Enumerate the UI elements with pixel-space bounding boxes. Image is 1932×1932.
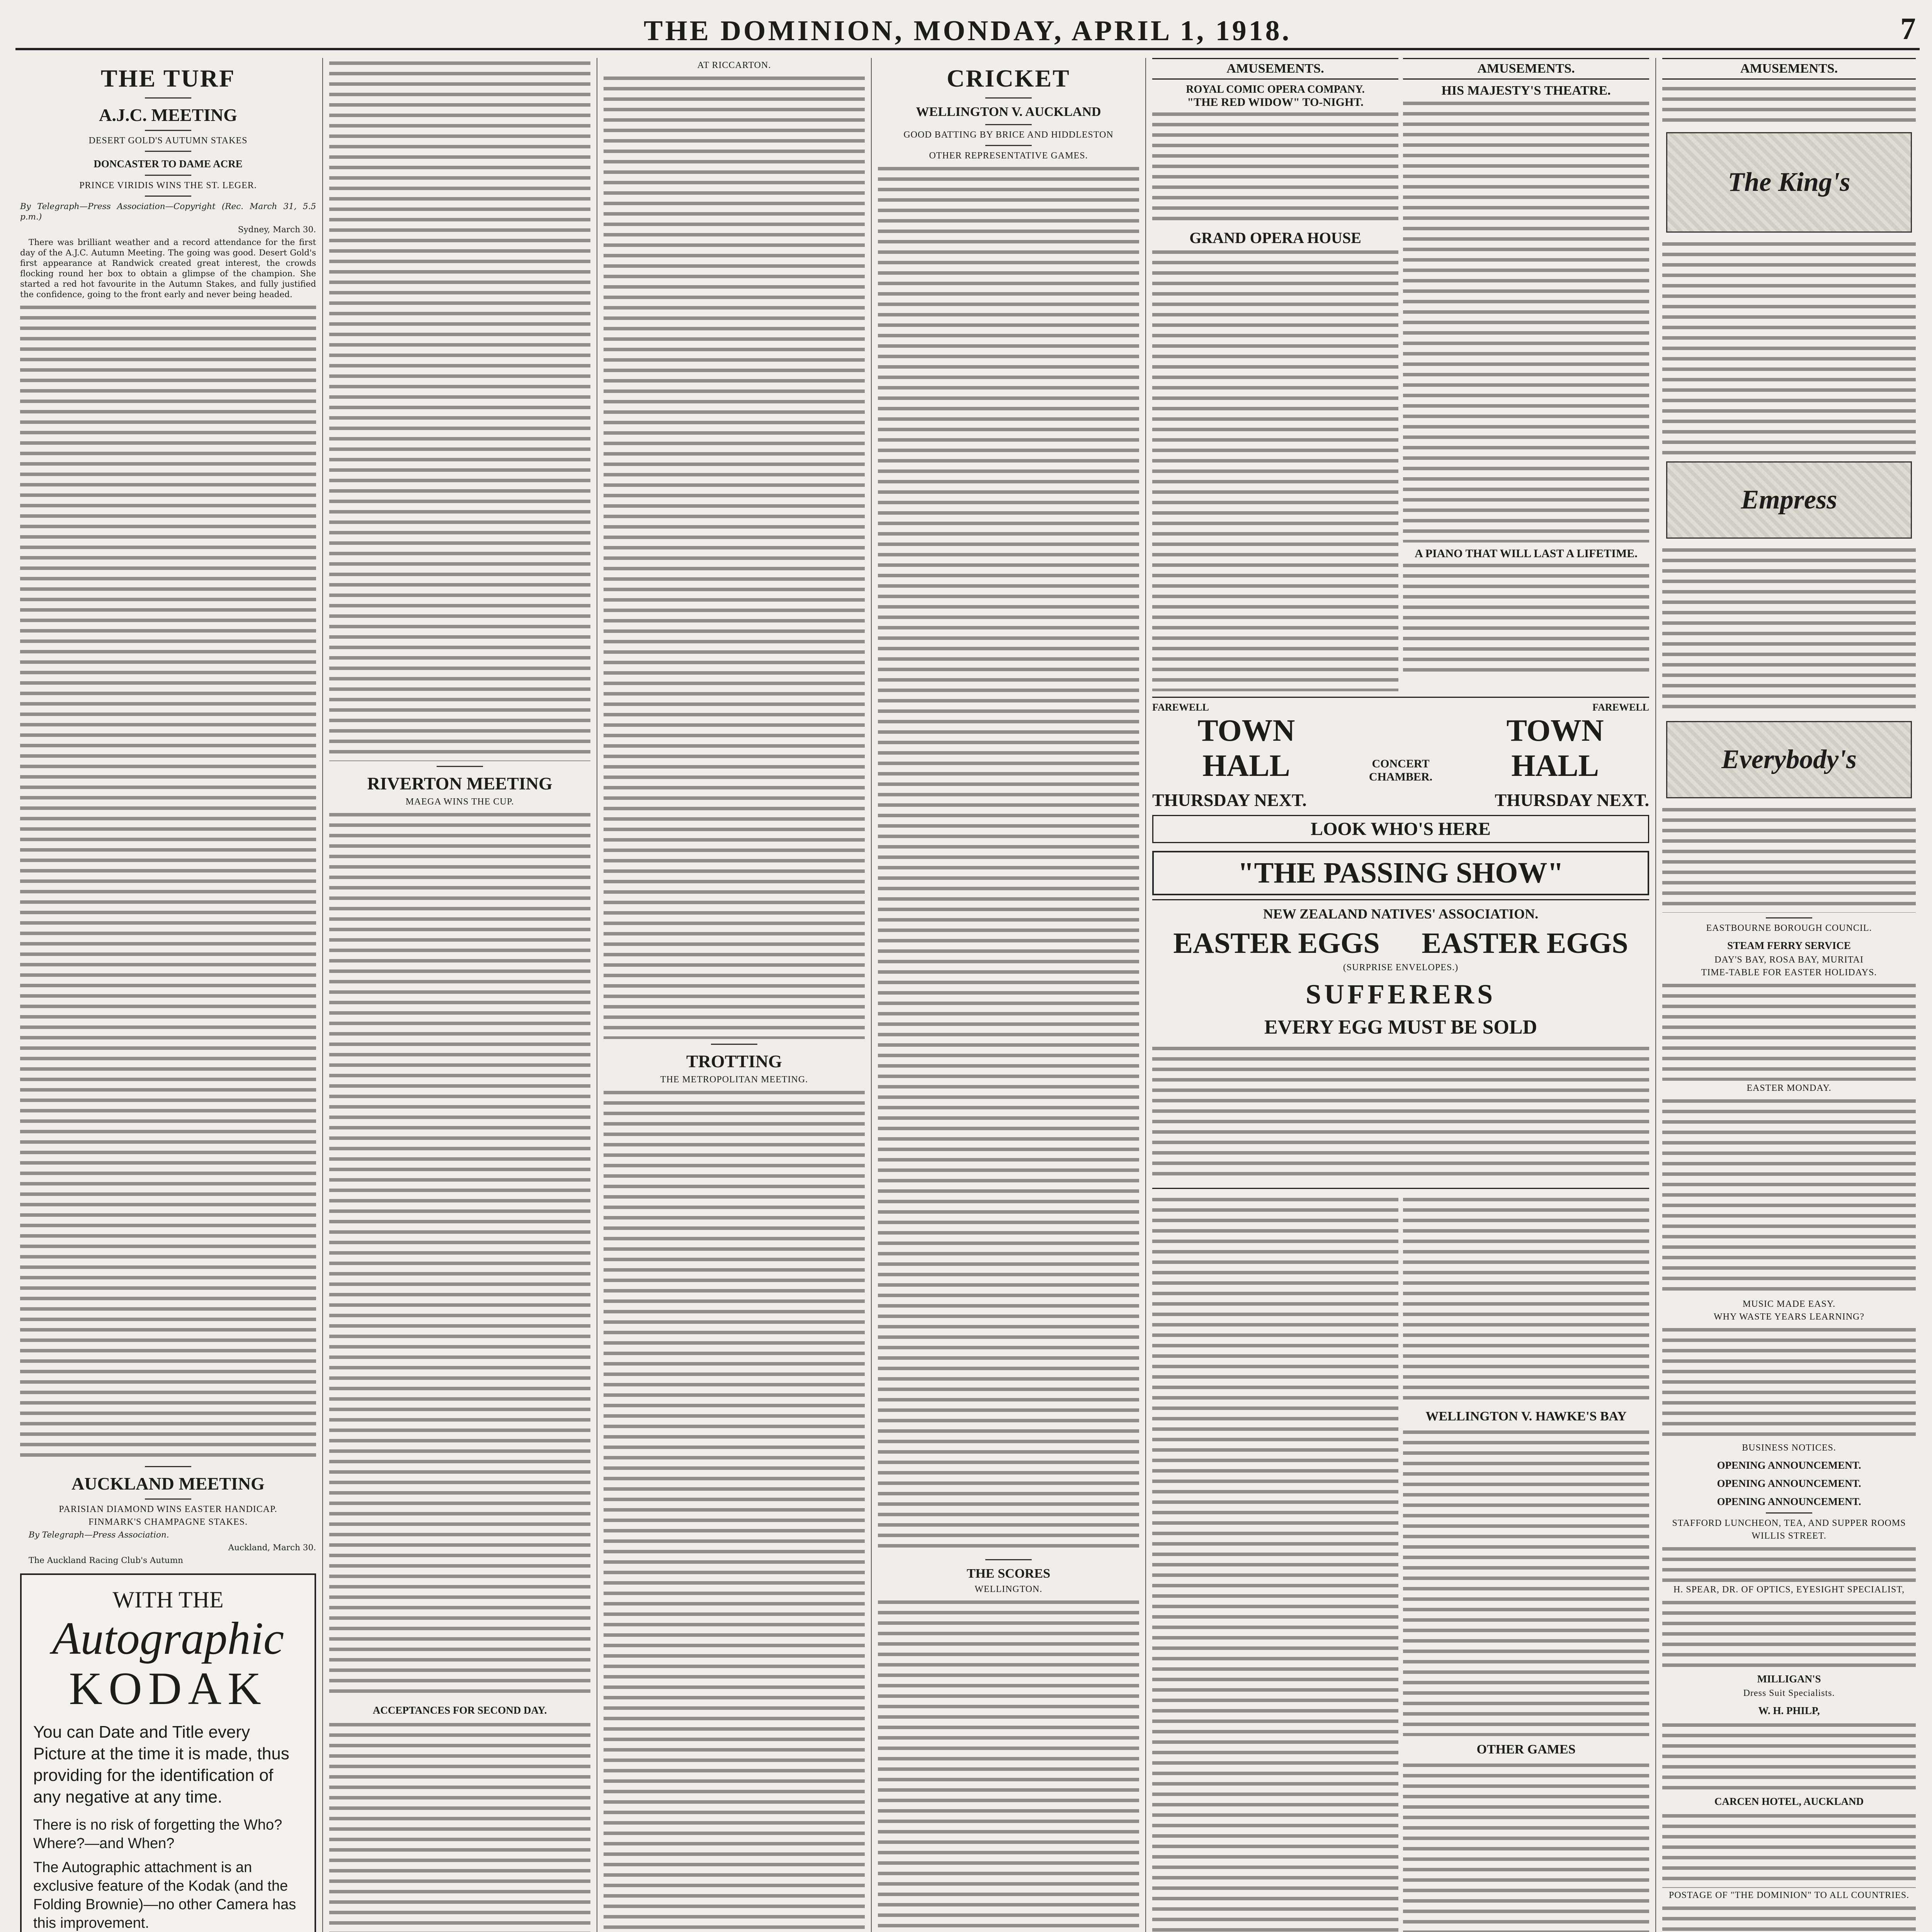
divider <box>1766 1512 1812 1514</box>
piano-text <box>1403 560 1649 676</box>
cricket-continued-text <box>1152 1194 1398 1932</box>
amusements-title-2: AMUSEMENTS. <box>1403 58 1649 80</box>
cricket-subhead-3: OTHER REPRESENTATIVE GAMES. <box>929 151 1088 161</box>
kings-intro-text <box>1662 83 1916 126</box>
amusements-bottom-row <box>1152 1194 1649 1932</box>
spear-optics: H. SPEAR, DR. OF OPTICS, EYESIGHT SPECIALIST, <box>1673 1585 1905 1595</box>
divider <box>145 175 191 176</box>
divider <box>437 766 483 767</box>
auckland-lead: The Auckland Racing Club's Autumn <box>29 1556 183 1565</box>
divider <box>985 124 1032 125</box>
amusements-left <box>1152 58 1398 691</box>
column-turf <box>15 58 321 1932</box>
ajc-subhead-1: DESERT GOLD'S AUTUMN STAKES <box>88 136 248 146</box>
kings-text <box>1662 239 1916 455</box>
divider <box>145 97 191 99</box>
town-hall-row <box>1152 702 1649 713</box>
kodak-ad-with-the: WITH THE <box>112 1587 224 1612</box>
wellington-hawkes-bay-heading: WELLINGTON V. HAWKE'S BAY <box>1425 1409 1627 1423</box>
his-majestys-theatre: HIS MAJESTY'S THEATRE. <box>1441 83 1611 98</box>
easter-eggs-text <box>1152 1043 1649 1182</box>
amusements-bottom-left <box>1152 1194 1398 1932</box>
farewell-left: FAREWELL <box>1152 702 1209 713</box>
every-egg-must-be-sold: EVERY EGG MUST BE SOLD <box>1264 1016 1537 1038</box>
kodak-ad-body-1: You can Date and Title every Picture at the time it is made, thus providing for the identification of any negative at any time. <box>33 1723 289 1806</box>
empress-text <box>1662 545 1916 715</box>
ajc-results-text <box>20 302 316 1461</box>
turf-heading: THE TURF <box>100 65 236 92</box>
town-hall-titles <box>1152 713 1649 784</box>
riverton-text <box>329 810 590 1698</box>
spear-text <box>1662 1597 1916 1667</box>
wellington-scores-label: WELLINGTON. <box>975 1584 1043 1594</box>
amusements-right <box>1403 58 1649 691</box>
trotting-heading: TROTTING <box>686 1051 782 1071</box>
column-cricket <box>873 58 1144 1932</box>
auckland-subhead-2: FINMARK'S CHAMPAGNE STAKES. <box>88 1517 248 1527</box>
days-bay: DAY'S BAY, ROSA BAY, MURITAI <box>1714 955 1864 965</box>
stafford-luncheon: STAFFORD LUNCHEON, TEA, AND SUPPER ROOMS <box>1672 1518 1906 1528</box>
ajc-meeting-heading: A.J.C. MEETING <box>99 105 237 125</box>
town-hall-ad <box>1152 697 1649 900</box>
dress-suit-specialists: Dress Suit Specialists. <box>1743 1688 1835 1698</box>
ajc-dateline: Sydney, March 30. <box>238 225 316 235</box>
music-text <box>1662 1325 1916 1440</box>
cricket-text <box>878 163 1139 1554</box>
other-games-text <box>1403 1760 1649 1932</box>
farewell-right: FAREWELL <box>1592 702 1649 713</box>
sufferers: SUFFERERS <box>1305 979 1496 1010</box>
ajc-lead-paragraph: There was brilliant weather and a record attendance for the first day of the A.J.C. Autumn Meeting. The going was good. Desert Gold's first appearance at Randwick created great interest, the crowds flocking round her box to obtain a glimpse of the champion. She started a red hot favourite in the Autumn Stakes, and fully justified the confidence, going to the front early and never being headed. <box>20 238 316 299</box>
grand-opera-text <box>1152 247 1398 691</box>
auckland-dateline: Auckland, March 30. <box>228 1543 316 1553</box>
column-rule <box>1145 58 1146 1932</box>
divider <box>985 97 1032 99</box>
easter-monday-text <box>1662 1096 1916 1297</box>
opening-announcement-1: OPENING ANNOUNCEMENT. <box>1717 1459 1861 1471</box>
cricket-subhead: WELLINGTON V. AUCKLAND <box>916 105 1101 119</box>
divider <box>145 196 191 197</box>
amusements-top-row <box>1152 58 1649 691</box>
divider <box>985 1559 1032 1560</box>
divider <box>1766 917 1812 918</box>
his-majestys-text <box>1403 98 1649 543</box>
divider <box>145 1466 191 1467</box>
surprise-envelopes: (SURPRISE ENVELOPES.) <box>1343 963 1459 973</box>
divider <box>985 145 1032 146</box>
philp: W. H. PHILP, <box>1758 1705 1820 1716</box>
opening-announcement-2: OPENING ANNOUNCEMENT. <box>1717 1478 1861 1489</box>
ferry-service: STEAM FERRY SERVICE <box>1727 940 1851 951</box>
cricket-subhead-2: GOOD BATTING BY BRICE AND HIDDLESTON <box>903 130 1114 140</box>
right-amusements-title: AMUSEMENTS. <box>1662 58 1916 80</box>
kodak-ad-kodak: KODAK <box>69 1663 267 1714</box>
riccarton-text <box>604 73 865 1039</box>
kodak-ad-autographic: Autographic <box>52 1612 284 1664</box>
grand-opera-house: GRAND OPERA HOUSE <box>1189 229 1361 247</box>
divider <box>145 151 191 152</box>
kodak-advertisement <box>20 1573 316 1932</box>
column-racing <box>325 58 595 1932</box>
other-games-heading: OTHER GAMES <box>1476 1742 1576 1757</box>
divider <box>145 1498 191 1500</box>
easter-eggs-right: EASTER EGGS <box>1422 927 1628 959</box>
kodak-ad-body-3: The Autographic attachment is an exclusive feature of the Kodak (and the Folding Brownie)—no other Camera has this improvement. <box>33 1859 296 1931</box>
divider <box>145 130 191 131</box>
kodak-ad-body-2: There is no risk of forgetting the Who? Where?—and When? <box>33 1817 282 1852</box>
wellington-hawkes-bay-text <box>1403 1427 1649 1736</box>
easter-eggs-left: EASTER EGGS <box>1173 927 1380 959</box>
amusements-title: AMUSEMENTS. <box>1152 58 1398 80</box>
town-hall-left: TOWN HALL <box>1197 714 1295 783</box>
column-right-amusements <box>1658 58 1920 1932</box>
red-widow-text <box>1152 109 1398 225</box>
thursday-left: THURSDAY NEXT. <box>1152 790 1307 810</box>
passing-show: "THE PASSING SHOW" <box>1152 851 1649 895</box>
auckland-meeting-heading: AUCKLAND MEETING <box>71 1474 265 1493</box>
easter-eggs-ad <box>1152 900 1649 1189</box>
town-hall-right: TOWN HALL <box>1506 714 1604 783</box>
ajc-subhead-3: PRINCE VIRIDIS WINS THE ST. LEGER. <box>79 180 257 190</box>
acceptances-text <box>329 1719 590 1932</box>
royal-comic-opera: ROYAL COMIC OPERA COMPANY. <box>1186 83 1365 95</box>
everybodys-logo: Everybody's <box>1666 721 1912 798</box>
postage-text <box>1662 1903 1916 1932</box>
column-riccarton <box>599 58 869 1932</box>
kings-theatre-logo: The King's <box>1666 132 1912 233</box>
auckland-byline: By Telegraph—Press Association. <box>29 1530 169 1540</box>
amusements-bottom-right <box>1403 1194 1649 1932</box>
column-rule <box>322 58 323 1932</box>
riverton-subhead: MAEGA WINS THE CUP. <box>405 797 514 807</box>
eastbourne-council: EASTBOURNE BOROUGH COUNCIL. <box>1706 923 1872 933</box>
scores-table <box>878 1597 1139 1932</box>
trotting-subhead: THE METROPOLITAN MEETING. <box>660 1075 808 1085</box>
everybodys-text <box>1662 804 1916 913</box>
willis-street: WILLIS STREET. <box>1752 1531 1827 1541</box>
ferry-text <box>1662 980 1916 1081</box>
ajc-byline: By Telegraph—Press Association—Copyright (Rec. March 31, 5.5 p.m.) <box>20 202 316 222</box>
milligans: MILLIGAN'S <box>1757 1673 1821 1685</box>
stafford-text <box>1662 1544 1916 1582</box>
thursday-row <box>1152 790 1649 810</box>
timetable: TIME-TABLE FOR EASTER HOLIDAYS. <box>1701 968 1877 978</box>
piano-ad: A PIANO THAT WILL LAST A LIFETIME. <box>1415 547 1638 560</box>
cricket-heading: CRICKET <box>947 65 1070 92</box>
trotting-text <box>604 1087 865 1932</box>
postage-notice: POSTAGE OF "THE DOMINION" TO ALL COUNTRIES. <box>1668 1890 1910 1900</box>
red-widow: "THE RED WIDOW" TO-NIGHT. <box>1187 96 1364 109</box>
riccarton-subhead: AT RICCARTON. <box>697 60 771 70</box>
carcen-hotel: CARCEN HOTEL, AUCKLAND <box>1714 1796 1864 1807</box>
racing-text-top <box>329 58 590 761</box>
concert-chamber: CONCERT CHAMBER. <box>1369 757 1433 783</box>
nz-natives-association: NEW ZEALAND NATIVES' ASSOCIATION. <box>1263 906 1539 922</box>
opening-announcement-3: OPENING ANNOUNCEMENT. <box>1717 1496 1861 1507</box>
scores-continued-text <box>1403 1194 1649 1403</box>
why-waste-years: WHY WASTE YEARS LEARNING? <box>1713 1312 1865 1322</box>
page-number: 7 <box>1900 12 1916 46</box>
easter-eggs-row <box>1152 927 1649 960</box>
acceptances-heading: ACCEPTANCES FOR SECOND DAY. <box>372 1704 547 1716</box>
business-notices: BUSINESS NOTICES. <box>1742 1443 1836 1453</box>
riverton-heading: RIVERTON MEETING <box>367 774 553 793</box>
column-rule <box>1655 58 1656 1932</box>
auckland-subhead: PARISIAN DIAMOND WINS EASTER HANDICAP. <box>59 1504 277 1514</box>
thursday-right: THURSDAY NEXT. <box>1495 790 1649 810</box>
carcen-text <box>1662 1811 1916 1888</box>
empress-logo: Empress <box>1666 461 1912 539</box>
column-rule <box>871 58 872 1932</box>
masthead-title: THE DOMINION, MONDAY, APRIL 1, 1918. <box>643 15 1292 47</box>
music-made-easy: MUSIC MADE EASY. <box>1742 1299 1836 1309</box>
column-amusements <box>1148 58 1654 1932</box>
divider <box>711 1044 757 1045</box>
masthead <box>15 12 1920 50</box>
easter-monday: EASTER MONDAY. <box>1747 1083 1832 1093</box>
ajc-subhead-2: DONCASTER TO DAME ACRE <box>94 158 243 170</box>
philp-text <box>1662 1720 1916 1789</box>
scores-heading: THE SCORES <box>966 1566 1051 1581</box>
look-whos-here: LOOK WHO'S HERE <box>1152 815 1649 843</box>
